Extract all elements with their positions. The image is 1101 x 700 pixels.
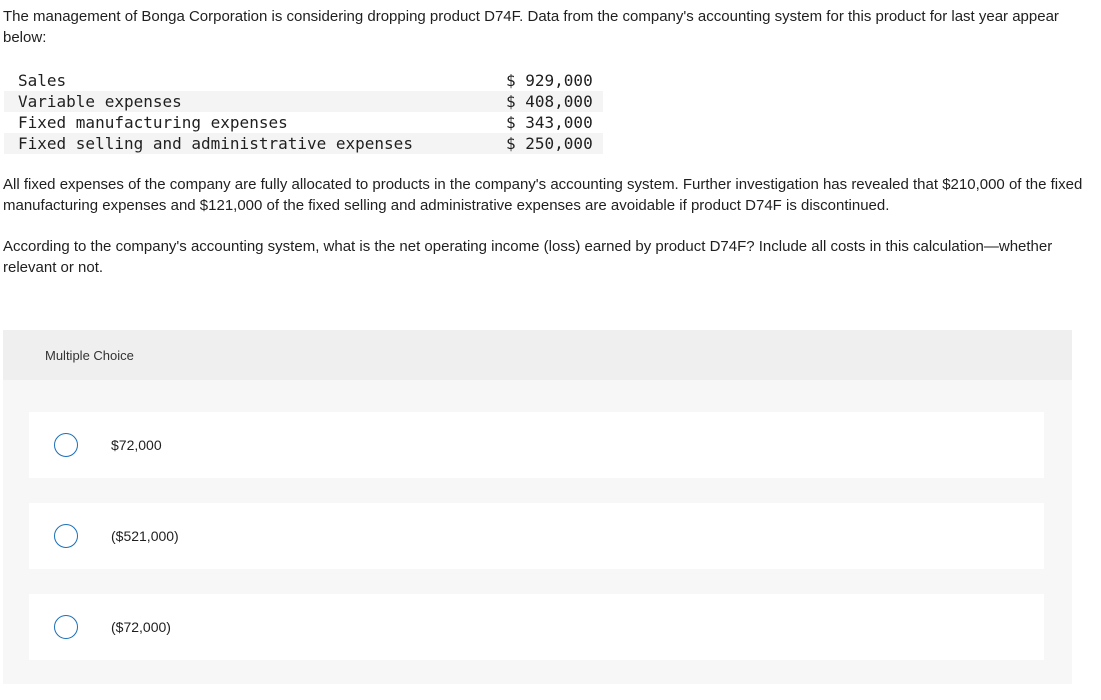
table-row: [4, 91, 603, 112]
choice-option-1[interactable]: [29, 412, 1044, 478]
row-amount: $ 250,000: [506, 133, 603, 154]
table-row: [4, 70, 603, 91]
choice-label: ($521,000): [111, 528, 179, 544]
row-label: Fixed selling and administrative expenses: [4, 133, 506, 154]
row-amount: $ 929,000: [506, 71, 593, 90]
radio-button[interactable]: [54, 433, 78, 457]
row-amount: $ 343,000: [506, 113, 593, 132]
choice-option-2[interactable]: [29, 503, 1044, 569]
table-row: [4, 133, 603, 154]
choice-label: $72,000: [111, 437, 162, 453]
choice-label: ($72,000): [111, 619, 171, 635]
multiple-choice-title: Multiple Choice: [45, 347, 134, 363]
question-text: According to the company's accounting system, what is the net operating income (loss) earned by product D74F? Include all costs in this calculation—whether relevant or not.: [3, 238, 1053, 276]
fixed-expenses-text: All fixed expenses of the company are fully allocated to products in the company's accounting system. Further investigation has revealed that $210,000 of the fixed manufacturing expenses and $121,000 of the fixed selling and administrative expenses are avoidable if product D74F is discontinued.: [3, 176, 1083, 214]
row-label: Fixed manufacturing expenses: [18, 113, 288, 132]
expense-table: [4, 70, 603, 154]
row-label: Sales: [18, 71, 67, 90]
radio-button[interactable]: [54, 524, 78, 548]
multiple-choice-panel: [3, 330, 1072, 684]
choice-option-3[interactable]: [29, 594, 1044, 660]
radio-button[interactable]: [54, 615, 78, 639]
multiple-choice-header: [3, 330, 1072, 380]
row-amount: $ 408,000: [506, 91, 603, 112]
table-row: [4, 112, 603, 133]
intro-text: The management of Bonga Corporation is considering dropping product D74F. Data from the company's accounting system for this product for last year appear below:: [3, 8, 1059, 46]
row-label: Variable expenses: [4, 91, 506, 112]
